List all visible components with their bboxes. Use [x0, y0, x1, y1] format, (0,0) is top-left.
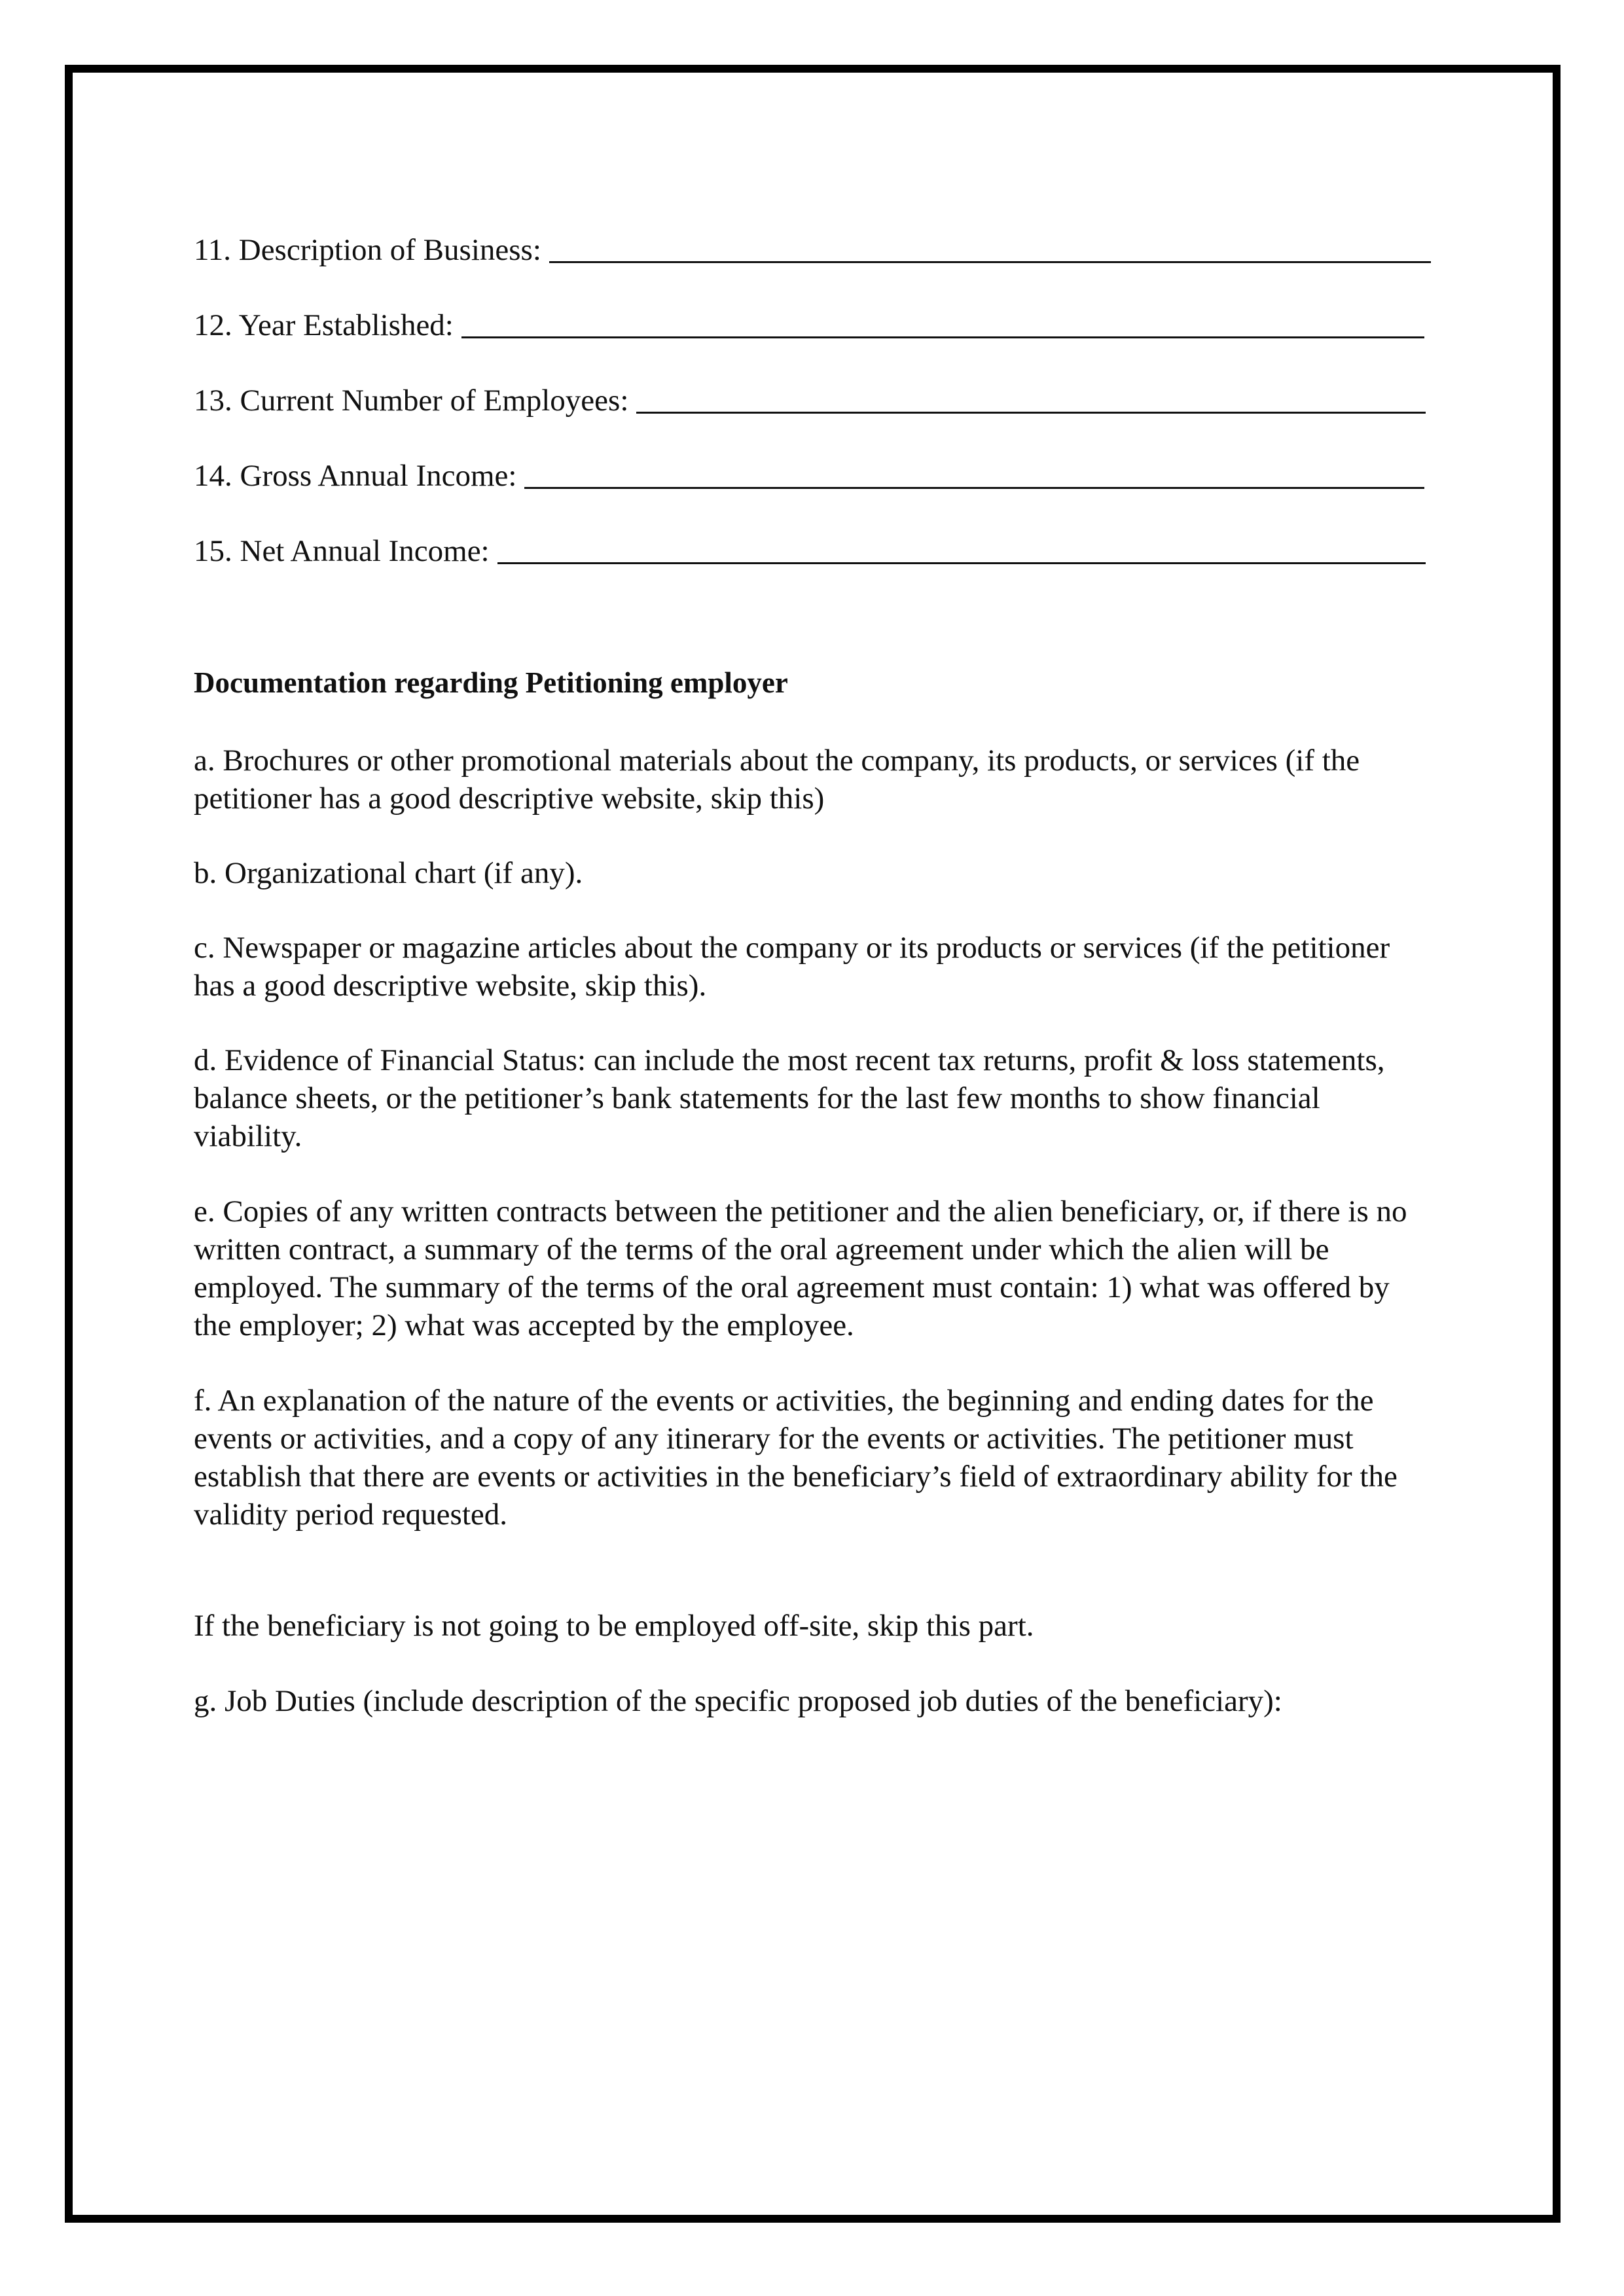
year-established-blank[interactable]	[461, 336, 1424, 338]
field-label: 13. Current Number of Employees:	[194, 384, 629, 418]
documentation-heading: Documentation regarding Petitioning employer	[194, 666, 788, 699]
field-current-number-of-employees	[194, 382, 1426, 419]
description-of-business-blank[interactable]	[549, 261, 1431, 263]
field-gross-annual-income	[194, 457, 1424, 494]
net-annual-income-blank[interactable]	[497, 562, 1426, 564]
documentation-item-f: f. An explanation of the nature of the events or activities, the beginning and ending dates for the events or activities, and a copy of any itinerary for the events or activities. The petitioner must establish that there are events or activities in the beneficiary’s field of extraordinary ability for the validity period requested.	[194, 1384, 1398, 1532]
field-year-established	[194, 307, 1424, 344]
field-label: 12. Year Established:	[194, 308, 454, 342]
field-label: 14. Gross Annual Income:	[194, 459, 517, 493]
documentation-item-a: a. Brochures or other promotional materials about the company, its products, or services (if the petitioner has a good descriptive website, skip this)	[194, 744, 1360, 816]
job-duties-item: g. Job Duties (include description of the specific proposed job duties of the beneficiary):	[194, 1684, 1282, 1718]
documentation-item-b: b. Organizational chart (if any).	[194, 856, 583, 890]
field-description-of-business	[194, 232, 1431, 268]
field-label: 15. Net Annual Income:	[194, 534, 490, 568]
documentation-item-d: d. Evidence of Financial Status: can include the most recent tax returns, profit & loss statements, balance sheets, or the petitioner’s bank statements for the last few months to show financial viability.	[194, 1043, 1385, 1153]
documentation-item-e: e. Copies of any written contracts between the petitioner and the alien beneficiary, or, if there is no written contract, a summary of the terms of the oral agreement under which the alien will be employed. The summary of the terms of the oral agreement must contain: 1) what was offered by the employer; 2) what was accepted by the employee.	[194, 1194, 1407, 1342]
current-number-of-employees-blank[interactable]	[636, 412, 1426, 414]
offsite-note: If the beneficiary is not going to be employed off-site, skip this part.	[194, 1609, 1034, 1643]
gross-annual-income-blank[interactable]	[524, 487, 1424, 489]
field-label: 11. Description of Business:	[194, 233, 541, 267]
field-net-annual-income	[194, 533, 1426, 569]
documentation-item-c: c. Newspaper or magazine articles about the company or its products or services (if the petitioner has a good descriptive website, skip this).	[194, 931, 1390, 1003]
